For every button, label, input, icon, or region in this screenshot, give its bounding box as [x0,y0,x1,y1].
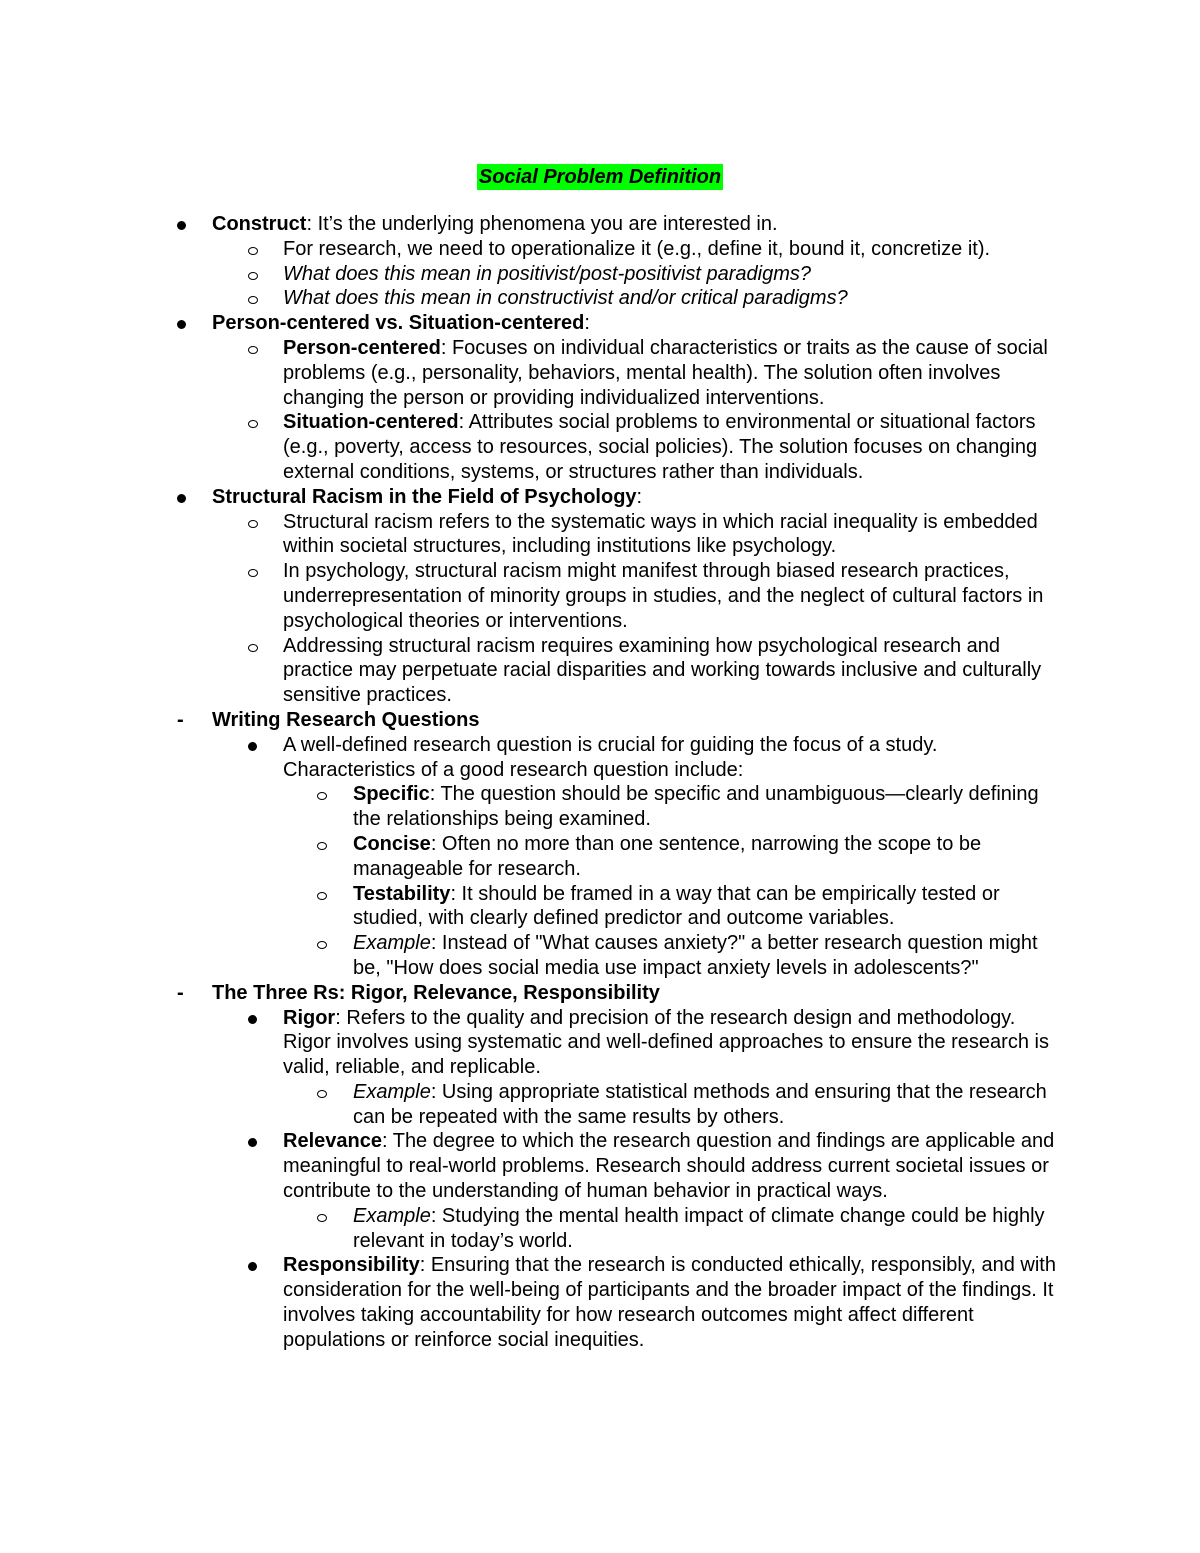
bullet-dot-icon [177,485,186,510]
bullet-ring-icon [317,782,327,807]
bullet-dash: - [177,981,184,1004]
list-item-specific [0,782,1063,832]
construct-sub-text: For research, we need to operationalize it (e.g., define it, bound it, concretize it). [283,237,991,260]
list-item-responsibility [0,1253,1063,1352]
bullet-ring-icon [248,510,258,535]
term-construct: Construct [212,213,307,235]
list-item-relevance-example [0,1204,1063,1254]
list-item [0,262,1063,287]
structural-racism-sub-text: In psychology, structural racism might manifest through biased research practices, underrepresentation of minority groups in studies, and the neglect of cultural factors in psychological theories or interventions. [283,560,1044,632]
page-title: Social Problem Definition [478,166,722,188]
list-item [0,559,1063,633]
bullet-dot-icon [248,1006,257,1031]
bullet-ring-icon [248,559,258,584]
term-example: Example [353,1204,431,1227]
list-item-person-situation [0,311,1062,336]
bullet-ring-icon [317,882,327,907]
term-writing-questions: Writing Research Questions [212,708,480,731]
term-relevance: Relevance [283,1130,382,1153]
bullet-ring-icon [248,634,258,659]
writing-intro-text: A well-defined research question is crucial for guiding the focus of a study. Characteristics of a good research question include: [283,733,938,781]
construct-sub-text: What does this mean in constructivist and/or critical paradigms? [283,287,848,310]
term-example: Example [353,1080,431,1103]
relevance-example-text: : Studying the mental health impact of climate change could be highly relevant in today’s world. [353,1204,1045,1252]
testability-text: : It should be framed in a way that can be empirically tested or studied, with clearly defined predictor and outcome variables. [353,882,1000,930]
term-example: Example [353,932,431,955]
relevance-text: : The degree to which the research question and findings are applicable and meaningful to real-world problems. Research should address current societal issues or contribute to the understanding of human behavior in practical ways. [283,1130,1055,1203]
list-item-situation-centered [0,410,1063,484]
person-centered-text: : Focuses on individual characteristics or traits as the cause of social problems (e.g., personality, behaviors, mental health). The solution often involves changing the person or providing individualized interventions. [283,336,1048,409]
bullet-ring-icon [248,336,258,361]
term-structural-racism: Structural Racism in the Field of Psychology [212,485,637,508]
list-item-testability [0,882,1063,932]
bullet-ring-icon [248,237,258,262]
bullet-dot-icon [177,212,186,237]
construct-text: : It’s the underlying phenomena you are interested in. [306,213,778,235]
list-item-writing-intro [0,733,1063,783]
bullet-dot-icon [248,1253,257,1278]
list-item-relevance [0,1129,1063,1203]
structural-racism-sub-text: Addressing structural racism requires examining how psychological research and practice may perpetuate racial disparities and working towards inclusive and culturally sensitive practices. [283,634,1042,707]
list-item [0,286,1063,311]
term-three-rs: The Three Rs: Rigor, Relevance, Responsibility [212,981,660,1004]
rigor-text: : Refers to the quality and precision of the research design and methodology. Rigor involves using systematic and well-defined approaches to ensure the research is valid, reliable, and replicable. [283,1006,1049,1079]
specific-text: : The question should be specific and unambiguous—clearly defining the relationships being examined. [353,783,1039,831]
list-item-person-centered [0,336,1063,410]
bullet-ring-icon [248,286,258,311]
term-person-centered: Person-centered [283,336,441,359]
bullet-dot-icon [248,1129,257,1154]
concise-text: : Often no more than one sentence, narrowing the scope to be manageable for research. [353,832,982,880]
list-item [0,237,1063,262]
bullet-ring-icon [248,262,258,287]
construct-sub-text: What does this mean in positivist/post-positivist paradigms? [283,262,812,285]
rigor-example-text: : Using appropriate statistical methods and ensuring that the research can be repeated with the same results by others. [353,1080,1047,1128]
term-rigor: Rigor [283,1006,336,1029]
colon: : [636,485,643,508]
bullet-ring-icon [317,931,327,956]
bullet-ring-icon [317,832,327,857]
bullet-ring-icon [317,1080,327,1105]
list-item [0,510,1063,560]
list-item [0,634,1063,708]
term-responsibility: Responsibility [283,1254,420,1277]
list-item-writing-questions [0,708,1062,733]
list-item-concise [0,832,1063,882]
responsibility-text: : Ensuring that the research is conducted ethically, responsibly, and with consideration for the well-being of participants and the broader impact of the findings. It involves taking accountability for how research outcomes might affect different populations or reinforce social inequities. [283,1254,1056,1351]
bullet-dot-icon [248,733,257,758]
term-concise: Concise [353,832,431,855]
list-item-structural-racism [0,485,1062,510]
bullet-ring-icon [317,1204,327,1229]
list-item-three-rs [0,981,1062,1006]
bullet-ring-icon [248,410,258,435]
situation-centered-text: : Attributes social problems to environmental or situational factors (e.g., poverty, access to resources, social policies). The solution focuses on changing external conditions, systems, or structures rather than individuals. [283,411,1038,483]
term-specific: Specific [353,783,430,806]
page-title-wrap [0,164,1200,190]
term-testability: Testability [353,882,451,905]
bullet-dot-icon [177,311,186,336]
colon: : [584,312,590,335]
list-item-example [0,931,1063,981]
list-item-rigor-example [0,1080,1063,1130]
structural-racism-sub-text: Structural racism refers to the systematic ways in which racial inequality is embedded within societal structures, including institutions like psychology. [283,510,1038,558]
list-item-rigor [0,1006,1063,1080]
bullet-dash: - [177,708,184,731]
list-item-construct [0,212,1062,237]
term-situation-centered: Situation-centered [283,411,459,434]
document-body [0,212,1200,1353]
example-text: : Instead of "What causes anxiety?" a better research question might be, "How does social media use impact anxiety levels in adolescents?" [353,932,1038,979]
term-person-situation: Person-centered vs. Situation-centered [212,312,585,335]
